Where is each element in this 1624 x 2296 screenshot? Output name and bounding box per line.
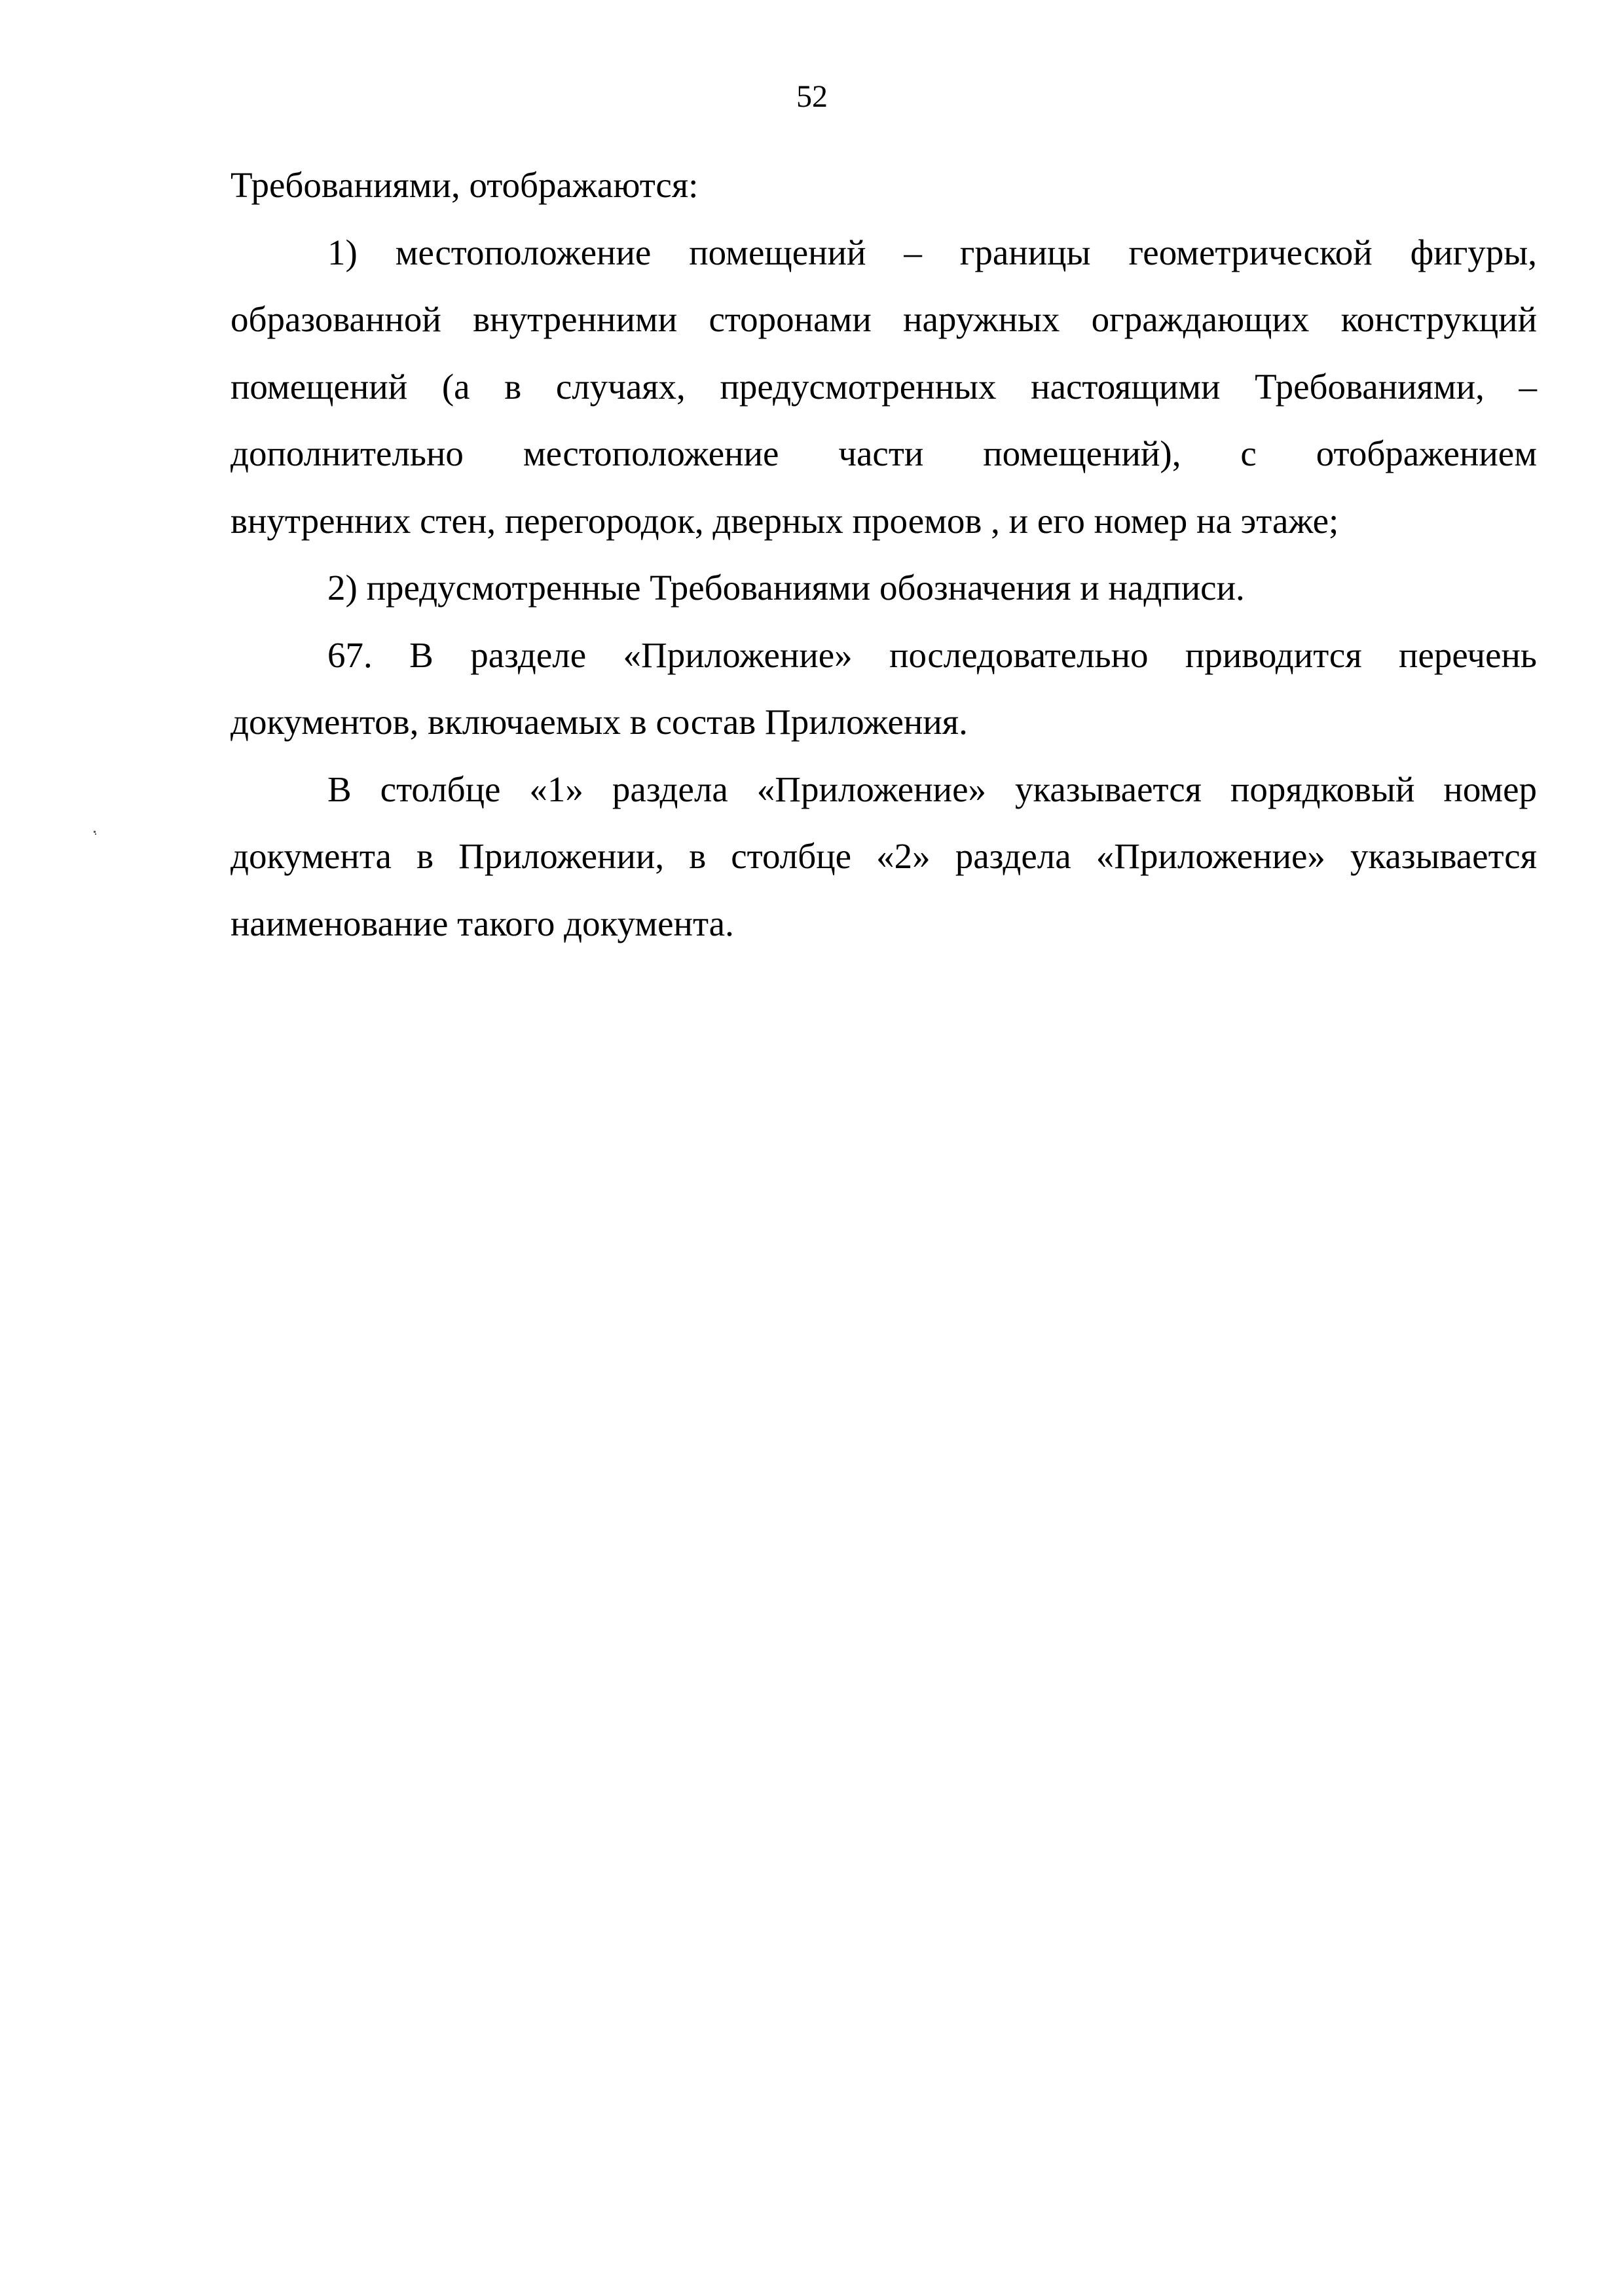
text-line: внутренних стен, перегородок, дверных проемов , и его номер на этаже;: [231, 500, 1339, 541]
text-line: 2) предусмотренные Требованиями обозначения и надписи.: [327, 568, 1245, 608]
text-line: документа в Приложении, в столбце «2» раздела «Приложение» указывается: [231, 836, 1537, 876]
text-line: 1) местоположение помещений – границы геометрической фигуры,: [327, 232, 1537, 272]
text-line: образованной внутренними сторонами наружных ограждающих конструкций: [231, 299, 1537, 339]
paragraph-clause-67: [231, 622, 1537, 756]
paragraph-item-1: [231, 219, 1537, 555]
text-line: документов, включаемых в состав Приложения.: [231, 702, 968, 742]
text-line: 67. В разделе «Приложение» последовательно приводится перечень: [327, 634, 1537, 675]
paragraph-item-2: [231, 555, 1537, 622]
text-line: В столбце «1» раздела «Приложение» указывается порядковый номер: [327, 769, 1537, 809]
body-text: [231, 152, 1537, 957]
scan-artifact: [95, 833, 96, 835]
text-line: наименование такого документа.: [231, 903, 734, 943]
scan-artifact: [94, 831, 96, 833]
text-line: помещений (а в случаях, предусмотренных настоящими Требованиями, –: [231, 366, 1537, 407]
text-line: Требованиями, отображаются:: [231, 165, 699, 205]
text-line: дополнительно местоположение части помещений), с отображением: [231, 433, 1537, 473]
page-number: 52: [796, 79, 828, 114]
paragraph-clause-67-columns: [231, 756, 1537, 958]
paragraph-intro-continuation: [231, 152, 1537, 219]
